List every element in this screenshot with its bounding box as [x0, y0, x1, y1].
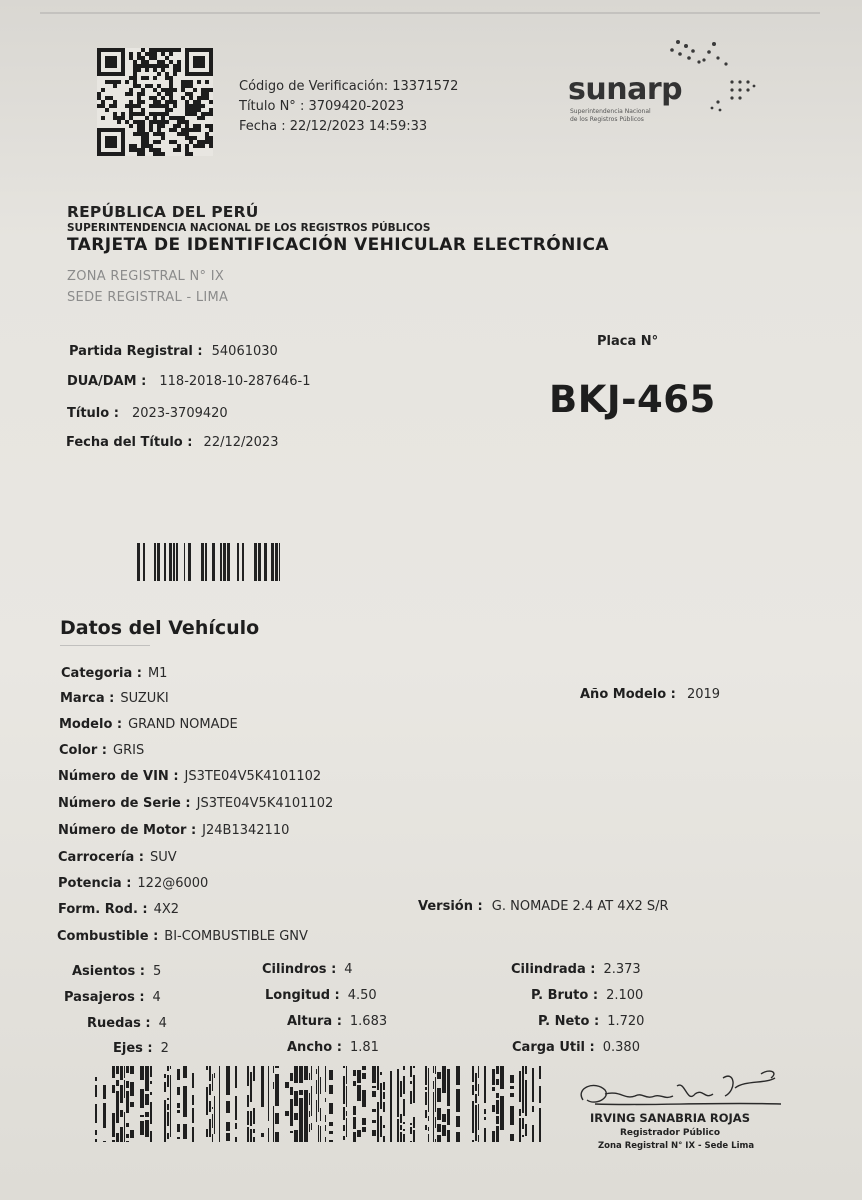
vehicle-field-row [58, 819, 289, 838]
vehicle-field-value: BI-COMBUSTIBLE GNV [164, 929, 308, 944]
vehicle-field-value: JS3TE04V5K4101102 [196, 796, 334, 811]
vehicle-field-label: Número de Motor : [58, 823, 197, 838]
spec-cilindros: Cilindros : 4 [262, 962, 353, 977]
vehicle-field-value: SUV [149, 850, 177, 865]
signer-role: Registrador Público [620, 1128, 721, 1138]
vehicle-field-row [57, 925, 308, 944]
fecha: Fecha : 22/12/2023 14:59:33 [239, 119, 428, 134]
vehicle-field-row [58, 765, 321, 784]
sunarp-logo [568, 38, 768, 130]
vehicle-field-row [59, 713, 238, 732]
signer-name: IRVING SANABRIA ROJAS [590, 1111, 750, 1125]
spec-ejes: Ejes : 2 [113, 1041, 169, 1056]
vehicle-field-label: Potencia : [58, 876, 132, 891]
vehicle-field-row [58, 898, 179, 917]
qr-code-icon [97, 48, 213, 156]
vehicle-field-label: Categoria : [61, 666, 142, 681]
vehicle-field-label: Color : [59, 743, 107, 758]
small-barcode-icon [131, 543, 281, 581]
vehicle-field-label: Número de Serie : [58, 796, 191, 811]
vehicle-field-label: Form. Rod. : [58, 902, 148, 917]
vehicle-field-value: GRIS [113, 743, 145, 758]
partida-row: Partida Registral : 54061030 [69, 344, 278, 359]
section-underline [60, 645, 150, 646]
sunarp-subtext: Superintendencia Nacional de los Registros Públicos [570, 108, 651, 123]
fecha-titulo-row: Fecha del Título : 22/12/2023 [66, 435, 279, 450]
zona-registral: ZONA REGISTRAL N° IX [67, 269, 225, 284]
spec-pneto: P. Neto : 1.720 [538, 1014, 645, 1029]
sede-registral: SEDE REGISTRAL - LIMA [67, 290, 229, 305]
vehicle-field-label: Número de VIN : [58, 769, 179, 784]
vehicle-field-label: Carrocería : [58, 850, 144, 865]
republica-heading: REPÚBLICA DEL PERÚ [67, 203, 259, 221]
verification-block [239, 77, 458, 137]
signer-zone: Zona Registral N° IX - Sede Lima [598, 1141, 755, 1151]
vehicle-field-label: Marca : [60, 691, 115, 706]
placa-number: BKJ-465 [549, 378, 716, 421]
titulo-number: Título N° : 3709420-2023 [239, 99, 405, 114]
spec-pbruto: P. Bruto : 2.100 [531, 988, 644, 1003]
spec-carga: Carga Util : 0.380 [512, 1040, 640, 1055]
titulo-row: Título : 2023-3709420 [67, 406, 228, 421]
vehicle-field-value: 122@6000 [137, 876, 209, 891]
spec-asientos: Asientos : 5 [72, 964, 162, 979]
ano-modelo-row: Año Modelo : 2019 [580, 687, 721, 702]
vehicle-field-value: SUZUKI [120, 691, 169, 706]
spec-pasajeros: Pasajeros : 4 [64, 990, 161, 1005]
document-title: TARJETA DE IDENTIFICACIÓN VEHICULAR ELECTRÓNICA [67, 235, 609, 255]
vehicle-field-row [58, 846, 177, 865]
vehicle-field-label: Modelo : [59, 717, 123, 732]
zona-block [67, 266, 228, 308]
vehicle-field-value: 4X2 [153, 902, 180, 917]
vehicle-field-row [58, 872, 208, 891]
vehicle-field-value: JS3TE04V5K4101102 [184, 769, 322, 784]
vehicle-field-label: Combustible : [57, 929, 159, 944]
spec-ruedas: Ruedas : 4 [87, 1016, 167, 1031]
vehicle-field-row [61, 662, 167, 681]
vehicle-field-row [59, 739, 144, 758]
spec-cilindrada: Cilindrada : 2.373 [511, 962, 641, 977]
large-barcode-icon [86, 1066, 542, 1142]
vehicle-field-value: J24B1342110 [202, 823, 290, 838]
spec-longitud: Longitud : 4.50 [265, 988, 377, 1003]
vehicle-field-row [60, 687, 169, 706]
superintendencia-heading: SUPERINTENDENCIA NACIONAL DE LOS REGISTROS PÚBLICOS [67, 222, 431, 234]
placa-label: Placa N° [597, 334, 659, 349]
vehicle-field-value: GRAND NOMADE [128, 717, 238, 732]
version-row: Versión : G. NOMADE 2.4 AT 4X2 S/R [418, 899, 669, 914]
paper-edge-line [40, 12, 820, 14]
spec-altura: Altura : 1.683 [287, 1014, 388, 1029]
section-title-datos-vehiculo: Datos del Vehículo [60, 617, 260, 639]
vehicle-field-row [58, 792, 333, 811]
sunarp-wordmark: sunarp [568, 72, 683, 107]
vehicle-field-value: M1 [147, 666, 168, 681]
dua-row: DUA/DAM : 118-2018-10-287646-1 [67, 374, 311, 389]
verification-code: Código de Verificación: 13371572 [239, 79, 459, 94]
spec-ancho: Ancho : 1.81 [287, 1040, 379, 1055]
